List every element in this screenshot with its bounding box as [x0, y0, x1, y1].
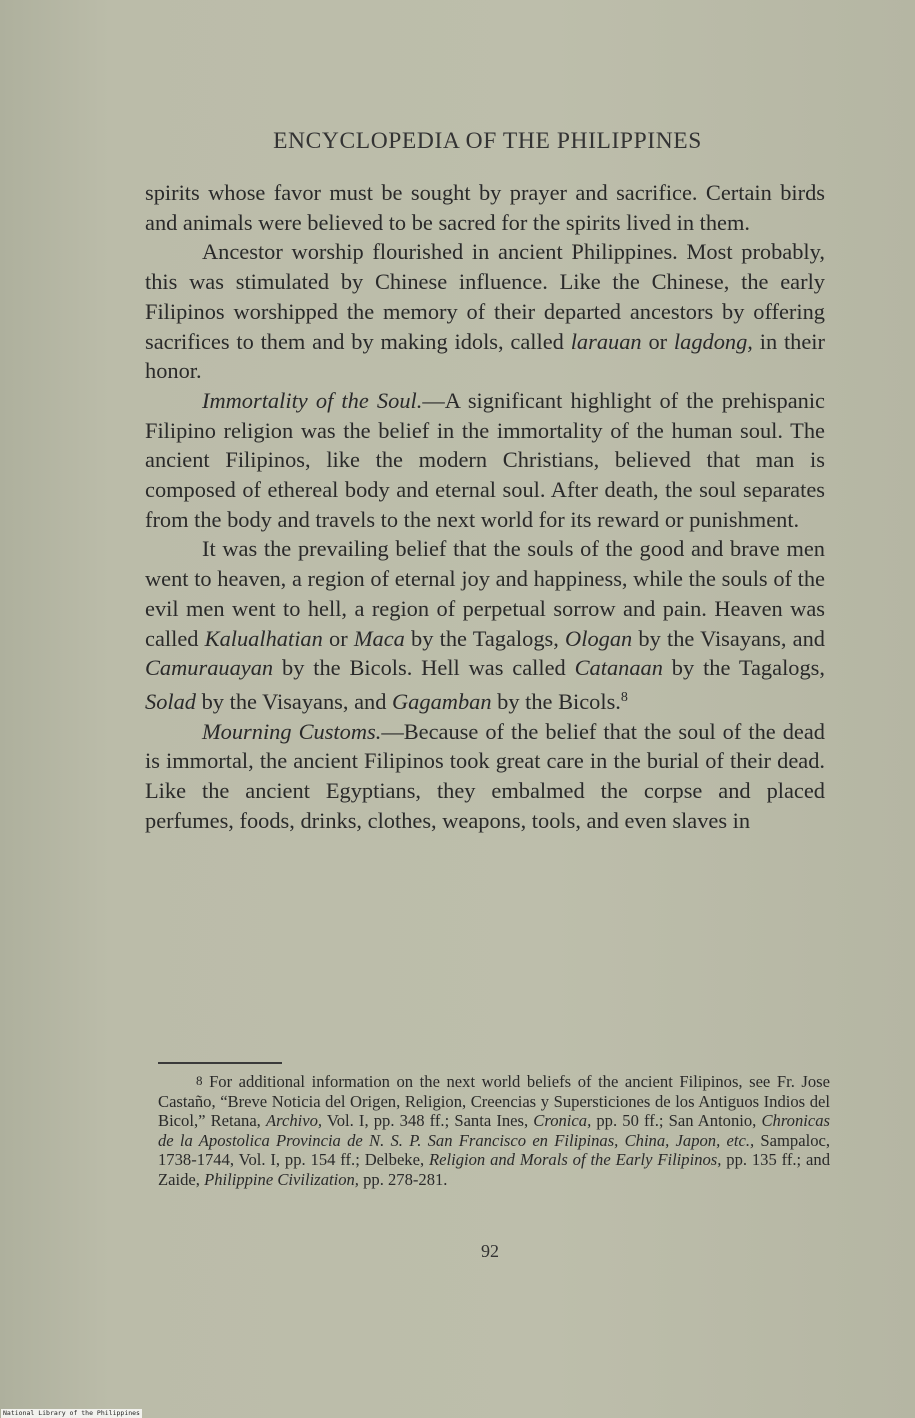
paragraph-1: spirits whose favor must be sought by prayer and sacrifice. Certain birds and animals were believed to be sacred for the spirits lived in them. [145, 180, 825, 235]
section-heading-immortality: Immortality of the Soul. [202, 387, 423, 413]
paragraph-ancestor-worship: Ancestor worship flourished in ancient Philippines. Most probably, this was stimulated by Chinese influence. Like the Chinese, the early Filipinos worshipped the memory of their departed ancestors by offering sacrifices to them and by making idols, called larauan or lagdong, in their honor. [145, 239, 825, 384]
footnote-mark: 8 [196, 1073, 203, 1088]
running-title: ENCYCLOPEDIA OF THE PHILIPPINES [273, 128, 702, 154]
paragraph-heaven-hell: It was the prevailing belief that the souls of the good and brave men went to heaven, a region of eternal joy and happiness, while the souls of the evil men went to hell, a region of perpetual sorrow and pain. Heaven was called Kalualhatian or Maca by the Tagalogs, Ologan by the Visayans, and Camurauayan by the Bicols. Hell was called Catanaan by the Tagalogs, Solad by the Visayans, and Gagamban by the Bicols.$^8$ [145, 536, 825, 714]
paragraph-immortality: Immortality of the Soul.—A significant highlight of the prehispanic Filipino religion was the belief in the immortality of the human soul. The ancient Filipinos, like the modern Christians, believed that man is composed of ethereal body and eternal soul. After death, the soul separates from the body and travels to the next world for its reward or punishment. [145, 387, 825, 532]
library-credit: National Library of the Philippines [3, 1409, 140, 1417]
footnote: 8 For additional information on the next world beliefs of the ancient Filipinos, see Fr. Jose Castaño, “Breve Noticia del Origen, Religion, Creencias y Supersticiones de los Antiguos Indios del Bicol,” Retana, Archivo, Vol. I, pp. 348 ff.; Santa Ines, Cronica, pp. 50 ff.; San Antonio, Chronicas de la Apostolica Provincia de N. S. P. San Francisco en Filipinas, China, Japon, etc., Sampaloc, 1738-1744, Vol. I, pp. 154 ff.; Delbeke, Religion and Morals of the Early Filipinos, pp. 135 ff.; and Zaide, Philippine Civilization, pp. 278-281. [158, 1072, 831, 1189]
term-lagdong: lagdong, [673, 328, 753, 354]
body-text [145, 178, 825, 835]
footnote-divider [158, 1062, 282, 1064]
page-number: 92 [481, 1241, 499, 1261]
footnote-reference[interactable]: 8 [620, 689, 628, 705]
term-larauan: larauan [570, 328, 642, 354]
section-heading-mourning: Mourning Customs. [202, 718, 382, 744]
paragraph-mourning: Mourning Customs.—Because of the belief that the soul of the dead is immortal, the ancient Filipinos took great care in the burial of their dead. Like the ancient Egyptians, they embalmed the corpse and placed perfumes, foods, drinks, clothes, weapons, tools, and even slaves in [145, 718, 825, 833]
